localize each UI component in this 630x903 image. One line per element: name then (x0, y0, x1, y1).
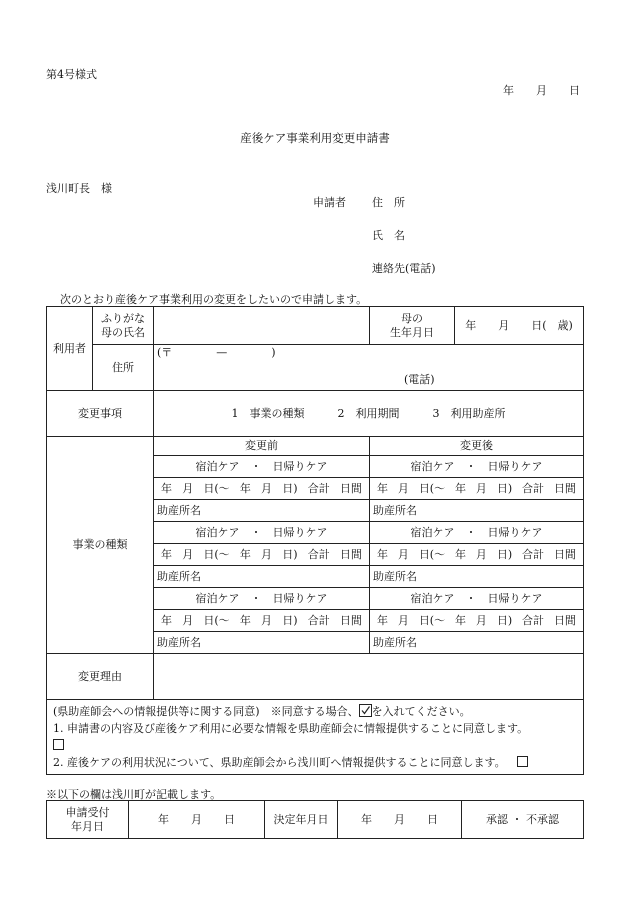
before-period[interactable]: 年 月 日(〜 年 月 日) 合計 日間 (154, 544, 370, 566)
mother-name-label: ふりがな 母の氏名 (93, 307, 154, 345)
after-period[interactable]: 年 月 日(〜 年 月 日) 合計 日間 (370, 478, 584, 500)
after-care-type[interactable]: 宿泊ケア ・ 日帰りケア (370, 588, 584, 610)
change-reason-field[interactable] (154, 654, 584, 700)
consent-item-1: 1. 申請書の内容及び産後ケア利用に必要な情報を県助産師会に情報提供することに同意します。 (53, 722, 529, 736)
before-care-type[interactable]: 宿泊ケア ・ 日帰りケア (154, 588, 370, 610)
intro-text: 次のとおり産後ケア事業利用の変更をしたいので申請します。 (60, 293, 368, 306)
applicant-address-label: 住 所 (372, 196, 405, 209)
consent-heading: (県助産師会への情報提供等に関する同意) ※同意する場合、 を入れてください。 (53, 705, 471, 718)
after-midwife-name[interactable]: 助産所名 (370, 632, 584, 654)
checkmark-example-icon (359, 704, 372, 717)
received-date-label: 申請受付 年月日 (47, 801, 129, 839)
office-use-table (46, 800, 584, 839)
before-care-type[interactable]: 宿泊ケア ・ 日帰りケア (154, 522, 370, 544)
before-midwife-name[interactable]: 助産所名 (154, 566, 370, 588)
birth-date-label: 母の 生年月日 (370, 307, 455, 345)
after-period[interactable]: 年 月 日(〜 年 月 日) 合計 日間 (370, 544, 584, 566)
after-midwife-name[interactable]: 助産所名 (370, 500, 584, 522)
mother-name-field[interactable] (154, 307, 370, 345)
user-address-field[interactable] (154, 345, 584, 391)
office-use-note: ※以下の欄は浅川町が記載します。 (46, 788, 222, 801)
before-header: 変更前 (154, 437, 370, 456)
after-header: 変更後 (370, 437, 584, 456)
received-date-field[interactable]: 年 月 日 (129, 801, 265, 839)
after-midwife-name[interactable]: 助産所名 (370, 566, 584, 588)
addressee: 浅川町長 様 (46, 182, 112, 195)
after-care-type[interactable]: 宿泊ケア ・ 日帰りケア (370, 522, 584, 544)
change-reason-label: 変更理由 (47, 654, 154, 700)
before-care-type[interactable]: 宿泊ケア ・ 日帰りケア (154, 456, 370, 478)
before-period[interactable]: 年 月 日(〜 年 月 日) 合計 日間 (154, 478, 370, 500)
business-type-label: 事業の種類 (47, 437, 154, 654)
change-items-options[interactable]: 1 事業の種類 2 利用期間 3 利用助産所 (154, 391, 584, 437)
consent-item-2: 2. 産後ケアの利用状況について、県助産師会から浅川町へ情報提供することに同意します。 (53, 754, 577, 771)
before-midwife-name[interactable]: 助産所名 (154, 632, 370, 654)
after-care-type[interactable]: 宿泊ケア ・ 日帰りケア (370, 456, 584, 478)
consent-2-checkbox[interactable] (517, 756, 528, 767)
decision-date-field[interactable]: 年 月 日 (338, 801, 462, 839)
applicant-label: 申請者 (313, 196, 346, 209)
applicant-name-label: 氏 名 (372, 229, 405, 242)
postal-code: (〒 — ) (157, 346, 276, 359)
date-line: 年 月 日 (503, 84, 580, 97)
before-midwife-name[interactable]: 助産所名 (154, 500, 370, 522)
decision-date-label: 決定年月日 (265, 801, 338, 839)
user-label: 利用者 (47, 307, 93, 391)
consent-section (47, 700, 584, 775)
page-title: 産後ケア事業利用変更申請書 (240, 131, 390, 145)
after-period[interactable]: 年 月 日(〜 年 月 日) 合計 日間 (370, 610, 584, 632)
approval-field[interactable]: 承認 ・ 不承認 (462, 801, 584, 839)
user-phone-label: (電話) (404, 373, 435, 387)
consent-1-checkbox[interactable] (53, 739, 64, 750)
user-address-label: 住所 (93, 345, 154, 391)
applicant-contact-label: 連絡先(電話) (372, 262, 436, 275)
change-items-label: 変更事項 (47, 391, 154, 437)
birth-date-field[interactable]: 年 月 日( 歳) (455, 307, 584, 345)
form-number: 第4号様式 (46, 68, 97, 81)
application-form-table (46, 306, 584, 775)
before-period[interactable]: 年 月 日(〜 年 月 日) 合計 日間 (154, 610, 370, 632)
